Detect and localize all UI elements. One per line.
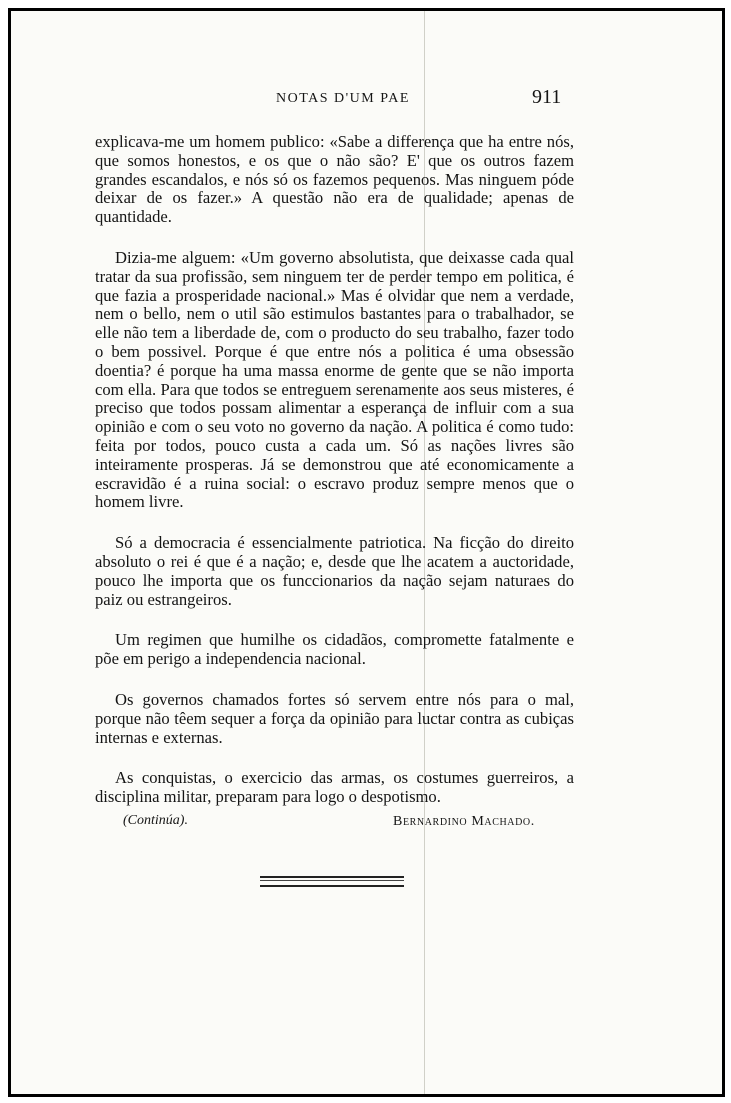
paragraph-1: explicava-me um homem publico: «Sabe a differença que ha entre nós, que somos honestos, e os que o não são? E' que os outros fazem grandes escandalos, e nós só os fazemos pequenos. Mas ninguem póde deixar de os fazer.» A questão não era de qualidade; apenas de quantidade. bbox=[95, 132, 574, 227]
page-number: 911 bbox=[532, 86, 562, 108]
continued-label: (Continúa). bbox=[123, 812, 188, 828]
paragraph-3: Só a democracia é essencialmente patriotica. Na ficção do direito absoluto o rei é que é a nação; e, desde que lhe acatem a auctoridade, pouco lhe importa que os funccionarios da nação sejam naturaes do paiz ou estrangeiros. bbox=[95, 533, 574, 609]
paragraph-6: As conquistas, o exercicio das armas, os costumes guerreiros, a disciplina militar, preparam para logo o despotismo. bbox=[95, 768, 574, 807]
rule-middle-line bbox=[260, 880, 404, 881]
article-body bbox=[95, 133, 574, 835]
signature-row bbox=[95, 813, 574, 835]
author-signature: Bernardino Machado. bbox=[393, 813, 535, 829]
paragraph-2: Dizia-me alguem: «Um governo absolutista, que deixasse cada qual tratar da sua profissão, sem ninguem ter de perder tempo em politica, é que fazia a prosperidade nacional.» Mas é olvidar que nem a verdade, nem o bello, nem o util são estimulos bastantes para o trabalhador, se elle não tem a liberdade de, com o producto do seu trabalho, fazer todo o bem possivel. Porque é que entre nós a politica é uma obsessão doentia? é porque ha uma massa enorme de gente que se não importa com ella. Para que todos se entreguem serenamente aos seus misteres, é preciso que todos possam alimentar a esperança de influir com a sua opinião e com o seu voto no governo da nação. A politica é como tudo: feita por todos, pouco custa a cada um. Só as nações livres são inteiramente prosperas. Já se demonstrou que até economicamente a escravidão é a ruina social: o escravo produz sempre menos que o homem livre. bbox=[95, 247, 574, 512]
section-end-rule bbox=[260, 876, 404, 887]
paragraph-5: Os governos chamados fortes só servem entre nós para o mal, porque não têem sequer a força da opinião para luctar contra as cubiças internas e externas. bbox=[95, 689, 574, 747]
paragraph-4: Um regimen que humilhe os cidadãos, compromette fatalmente e põe em perigo a independencia nacional. bbox=[95, 630, 574, 669]
running-title: NOTAS D'UM PAE bbox=[276, 91, 410, 106]
